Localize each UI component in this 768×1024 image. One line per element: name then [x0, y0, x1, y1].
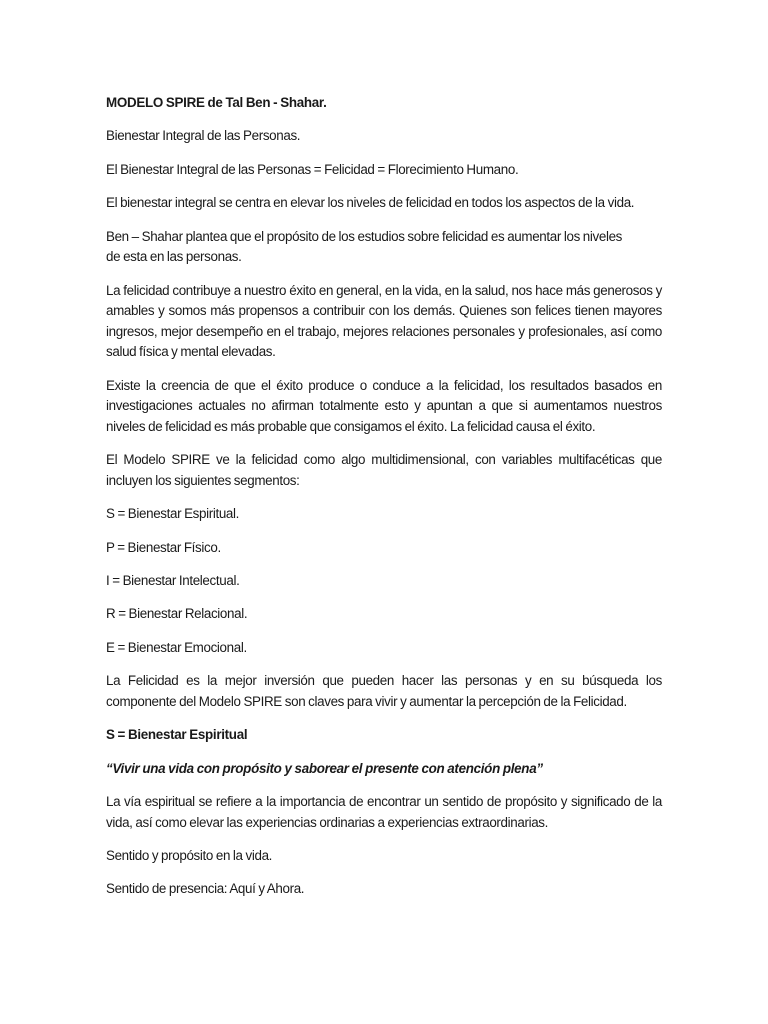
document-title: MODELO SPIRE de Tal Ben - Shahar.	[106, 95, 327, 110]
segment-intellectual: I = Bienestar Intelectual.	[106, 573, 240, 589]
segment-relational: R = Bienestar Relacional.	[106, 606, 248, 622]
paragraph-belief: Existe la creencia de que el éxito produce o conduce a la felicidad, los resultados basados en investigaciones actuales no afirman totalmente esto y apuntan a que si aumentamos nuestros niveles de felicidad es más probable que consigamos el éxito. La felicidad causa el éxito.	[106, 377, 662, 434]
paragraph-model-intro: El Modelo SPIRE ve la felicidad como algo multidimensional, con variables multifacéticas que incluyen los siguientes segmentos:	[106, 452, 662, 488]
section-quote: “Vivir una vida con propósito y saborear el presente con atención plena”	[106, 760, 543, 776]
section-heading: S = Bienestar Espiritual	[106, 727, 248, 743]
paragraph-focus: El bienestar integral se centra en elevar los niveles de felicidad en todos los aspectos de la vida.	[106, 195, 635, 211]
segment-emotional: E = Bienestar Emocional.	[106, 639, 247, 655]
paragraph-purpose: Ben – Shahar plantea que el propósito de los estudios sobre felicidad es aumentar los niveles de esta en las personas.	[106, 228, 623, 265]
section-item-meaning: Sentido y propósito en la vida.	[106, 847, 273, 863]
segment-physical: P = Bienestar Físico.	[106, 539, 221, 555]
paragraph-subtitle: Bienestar Integral de las Personas.	[106, 128, 301, 144]
paragraph-contribution: La felicidad contribuye a nuestro éxito en general, en la vida, en la salud, nos hace más generosos y amables y somos más propensos a contribuir con los demás. Quienes son felices tienen mayores ingresos, mejor desempeño en el trabajo, mejores relaciones personales y profesionales, así como salud física y mental elevadas.	[106, 282, 662, 360]
segment-spiritual: S = Bienestar Espiritual.	[106, 506, 240, 522]
paragraph-closing: La Felicidad es la mejor inversión que pueden hacer las personas y en su búsqueda los componente del Modelo SPIRE son claves para vivir y aumentar la percepción de la Felicidad.	[106, 673, 662, 709]
section-item-presence: Sentido de presencia: Aquí y Ahora.	[106, 881, 305, 897]
paragraph-definition: El Bienestar Integral de las Personas = Felicidad = Florecimiento Humano.	[106, 161, 519, 177]
document-page	[106, 93, 662, 913]
section-paragraph: La vía espiritual se refiere a la importancia de encontrar un sentido de propósito y significado de la vida, así como elevar las experiencias ordinarias a experiencias extraordinarias.	[106, 794, 662, 830]
